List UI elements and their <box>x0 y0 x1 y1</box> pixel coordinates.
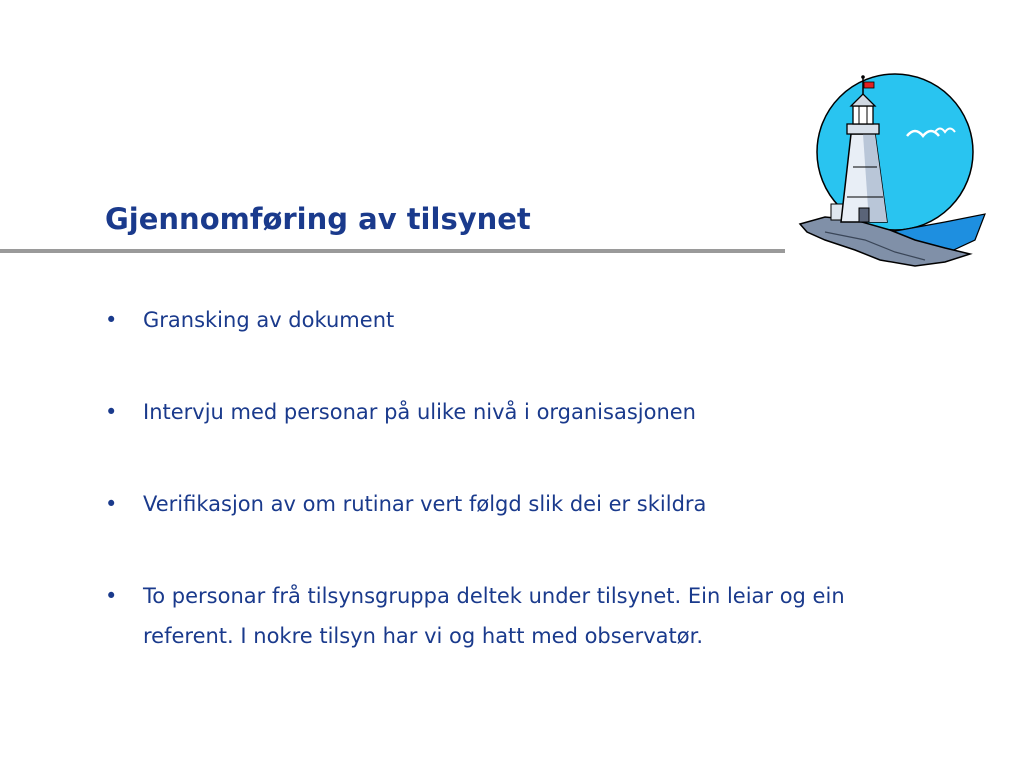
bullet-marker: • <box>105 308 118 332</box>
lighthouse-icon <box>795 72 995 272</box>
list-item <box>105 484 895 524</box>
title-divider <box>0 249 785 253</box>
bullet-text: To personar frå tilsynsgruppa deltek under tilsynet. Ein leiar og ein referent. I nokre tilsyn har vi og hatt med observatør. <box>143 584 845 648</box>
bullet-list <box>105 300 895 708</box>
bullet-marker: • <box>105 584 118 608</box>
bullet-text: Intervju med personar på ulike nivå i organisasjonen <box>143 400 696 424</box>
bullet-marker: • <box>105 492 118 516</box>
bullet-marker: • <box>105 400 118 424</box>
list-item <box>105 300 895 340</box>
list-item <box>105 576 895 656</box>
bullet-text: Verifikasjon av om rutinar vert følgd slik dei er skildra <box>143 492 707 516</box>
slide-title: Gjennomføring av tilsynet <box>105 202 531 236</box>
list-item <box>105 392 895 432</box>
bullet-text: Gransking av dokument <box>143 308 395 332</box>
